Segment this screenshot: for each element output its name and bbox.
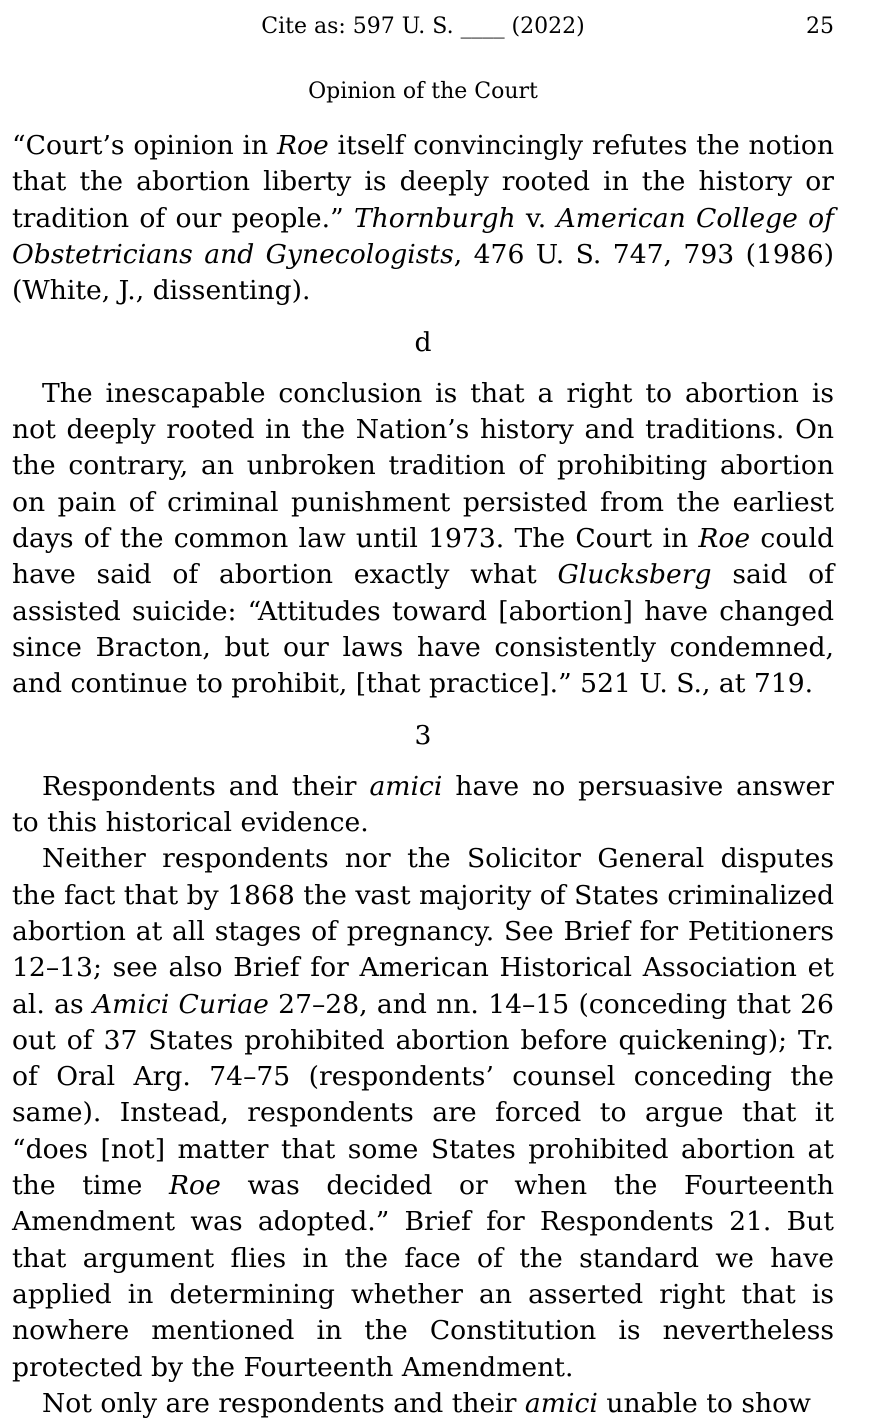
paragraph-respondents: Respondents and their amici have no persuasive answer to this historical evidence. bbox=[12, 770, 835, 839]
document-body bbox=[12, 128, 834, 1422]
section-heading-d: d bbox=[414, 327, 432, 359]
section-heading-3: 3 bbox=[414, 720, 432, 752]
paragraph-conclusion: The inescapable conclusion is that a right to abortion is not deeply rooted in the Nation’s history and traditions. On the contrary, an unbroken tradition of prohibiting abortion on pain of criminal punishment persisted from the earliest days of the common law until 1973. The Court in Roe could have said of abortion exactly what Glucksberg said of assisted suicide: “Attitudes toward [abortion] have changed since Bracton, but our laws have consistently condemned, and continue to prohibit, [that practice].” 521 U. S., at 719. bbox=[12, 377, 834, 700]
page-number: 25 bbox=[806, 14, 834, 39]
paragraph-continuation: “Court’s opinion in Roe itself convincingly refutes the notion that the abortion liberty is deeply rooted in the history or tradition of our people.” Thornburgh v. American College of Obstetricians and Gynecologists, 476 U. S. 747, 793 (1986) (White, J., dissenting). bbox=[12, 130, 835, 307]
running-header bbox=[12, 12, 834, 42]
paragraph-solicitor-general: Neither respondents nor the Solicitor General disputes the fact that by 1868 the vast majority of States criminalized abortion at all stages of pregnancy. See Brief for Petitioners 12–13; see also Brief for American Historical Association et al. as Amici Curiae 27–28, and nn. 14–15 (conceding that 26 out of 37 States prohibited abortion before quickening); Tr. of Oral Arg. 74–75 (respondents’ counsel conceding the same). Instead, respondents are forced to argue that it “does [not] matter that some States prohibited abortion at the time Roe was decided or when the Fourteenth Amendment was adopted.” Brief for Respondents 21. But that argument flies in the face of the standard we have applied in determining whether an asserted right that is nowhere mentioned in the Constitution is nevertheless protected by the Fourteenth Amendment. bbox=[12, 843, 834, 1383]
citation-line: Cite as: 597 U. S. ____ (2022) bbox=[261, 14, 585, 39]
opinion-label: Opinion of the Court bbox=[308, 79, 538, 104]
paragraph-not-only: Not only are respondents and their amici unable to show bbox=[42, 1387, 811, 1419]
